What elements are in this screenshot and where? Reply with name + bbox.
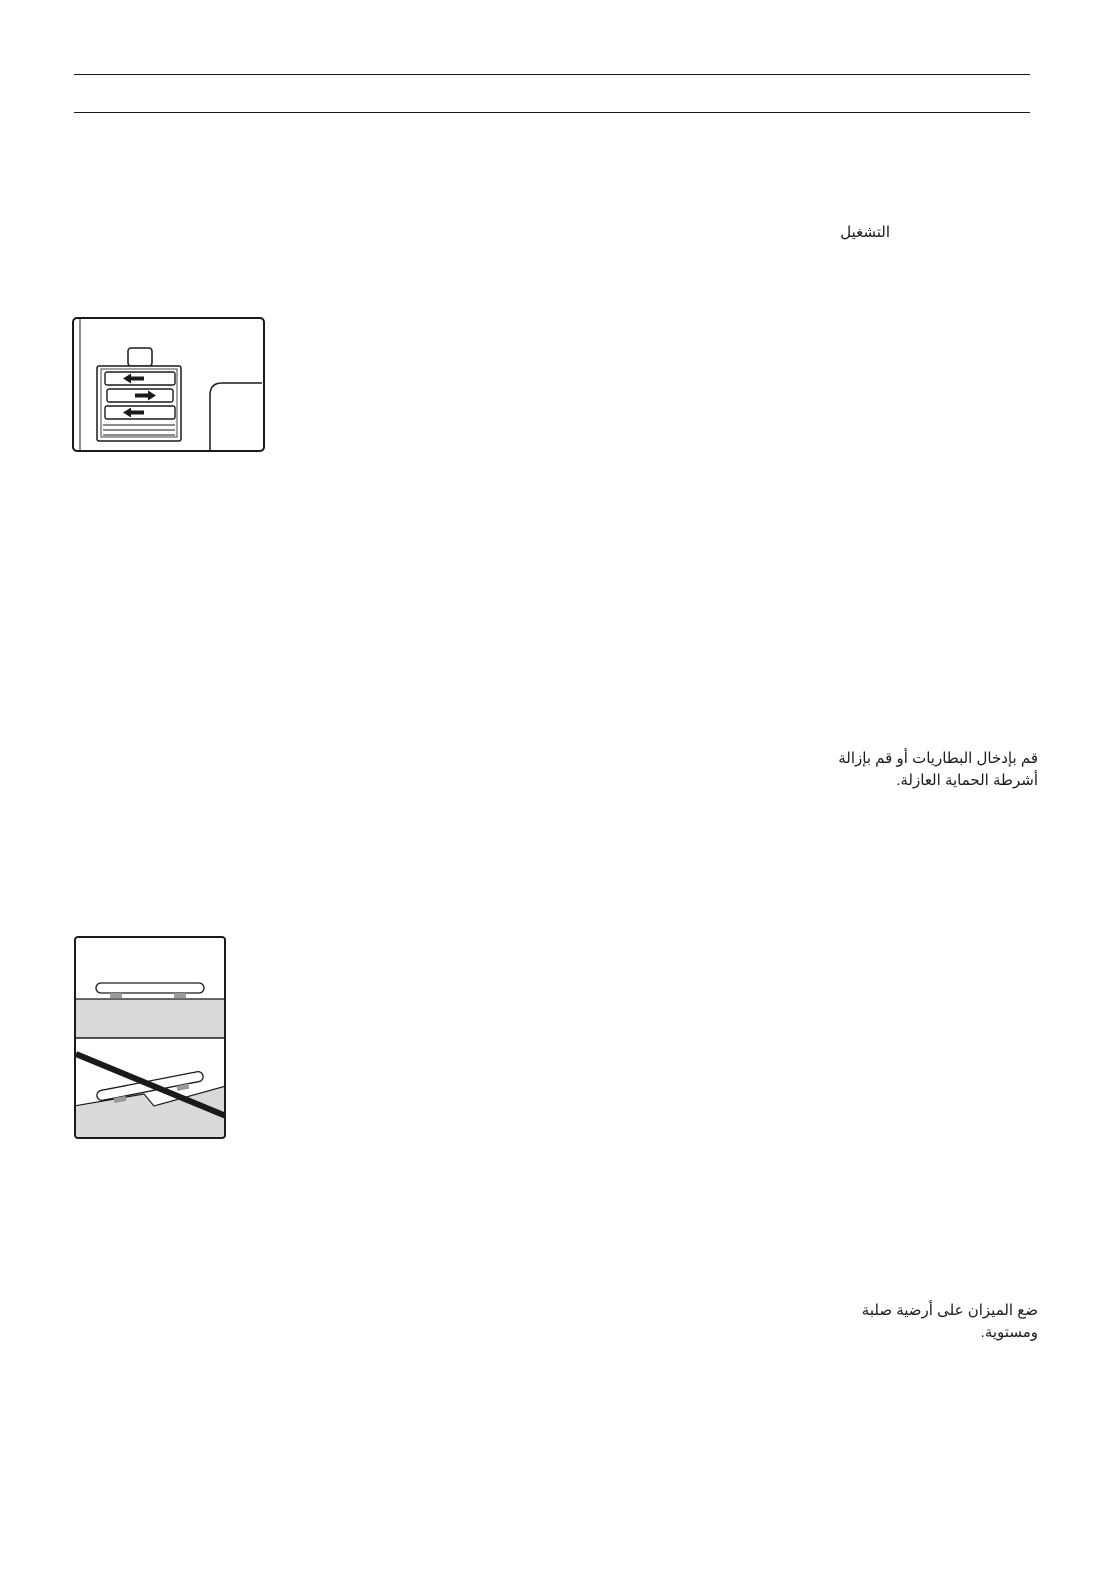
level-surface-icon: [74, 936, 226, 1139]
battery-compartment-icon: [72, 317, 265, 452]
header-rule-top: [74, 74, 1030, 75]
instruction-place-scale: ضع الميزان على أرضية صلبة ومستوية.: [861, 1302, 1038, 1341]
section-title: التشغيل: [840, 224, 890, 241]
instruction-insert-batteries: قم بإدخال البطاريات أو قم بإزالة أشرطة الحماية العازلة.: [838, 750, 1038, 789]
header-rule-bottom: [74, 112, 1030, 113]
